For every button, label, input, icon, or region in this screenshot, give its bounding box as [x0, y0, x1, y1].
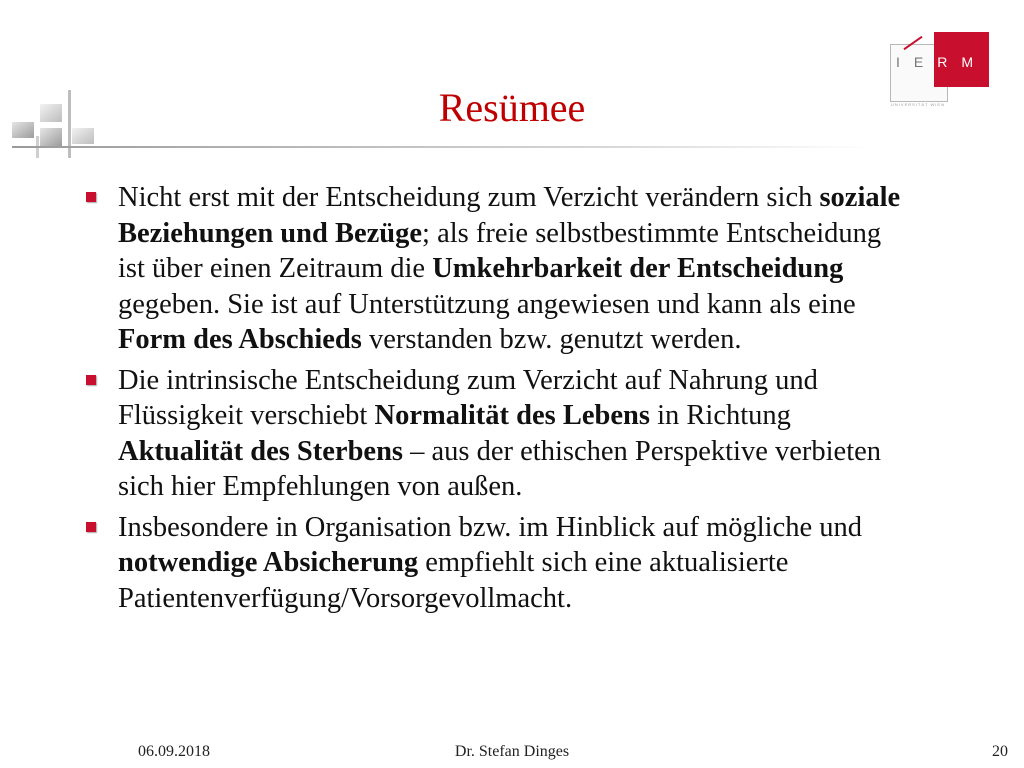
- bullet-item: [80, 510, 910, 617]
- bullet-bold-text: Form des Abschieds: [118, 324, 362, 355]
- bullet-bold-text: Aktualität des Sterbens: [118, 435, 404, 467]
- footer-date: 06.09.2018: [138, 743, 210, 760]
- logo-letter-i: I: [896, 54, 914, 70]
- bullet-text: Die intrinsische Entscheidung zum Verzicht auf Nahrung und Flüssigkeit verschiebt: [118, 364, 818, 431]
- bullet-text: verstanden bzw. genutzt werden.: [361, 324, 742, 355]
- logo-letter-e: E: [913, 54, 938, 70]
- bullet-text: ; als freie selbstbestimmte Entscheidung ist über einen Zeitraum die: [118, 217, 882, 284]
- bullet-square-icon: [86, 375, 96, 385]
- bullet-text: in Richtung: [649, 400, 791, 431]
- bullet-bold-text: soziale Beziehungen und Bezüge: [118, 182, 901, 249]
- logo-letter-r: R: [937, 54, 962, 70]
- bullet-bold-text: Umkehrbarkeit der Entscheidung: [432, 253, 844, 284]
- footer-page-number: 20: [992, 743, 1008, 760]
- bullet-list: [80, 180, 910, 621]
- logo-subtitle: UNIVERSITÄT WIEN: [891, 102, 945, 107]
- bullet-bold-text: notwendige Absicherung: [118, 547, 419, 578]
- footer-author: Dr. Stefan Dinges: [454, 743, 570, 760]
- logo-letters: [896, 54, 991, 70]
- bullet-bold-text: Normalität des Lebens: [374, 400, 650, 431]
- bullet-text: Nicht erst mit der Entscheidung zum Verzicht verändern sich: [118, 182, 820, 213]
- slide-title: Resümee: [438, 85, 586, 130]
- bullet-text: Insbesondere in Organisation bzw. im Hinblick auf mögliche und: [118, 511, 863, 543]
- bullet-text: gegeben. Sie ist auf Unterstützung angewiesen und kann als eine: [118, 288, 856, 320]
- bullet-item: [80, 363, 910, 505]
- bullet-item: [80, 180, 910, 358]
- bullet-square-icon: [86, 522, 96, 532]
- bullet-text: empfiehlt sich eine aktualisierte Patientenverfügung/Vorsorgevollmacht.: [118, 547, 789, 614]
- logo-letter-m: M: [961, 54, 988, 70]
- title-underline: [12, 146, 872, 148]
- bullet-text: – aus der ethischen Perspektive verbieten sich hier Empfehlungen von außen.: [118, 435, 882, 502]
- bullet-square-icon: [86, 192, 96, 202]
